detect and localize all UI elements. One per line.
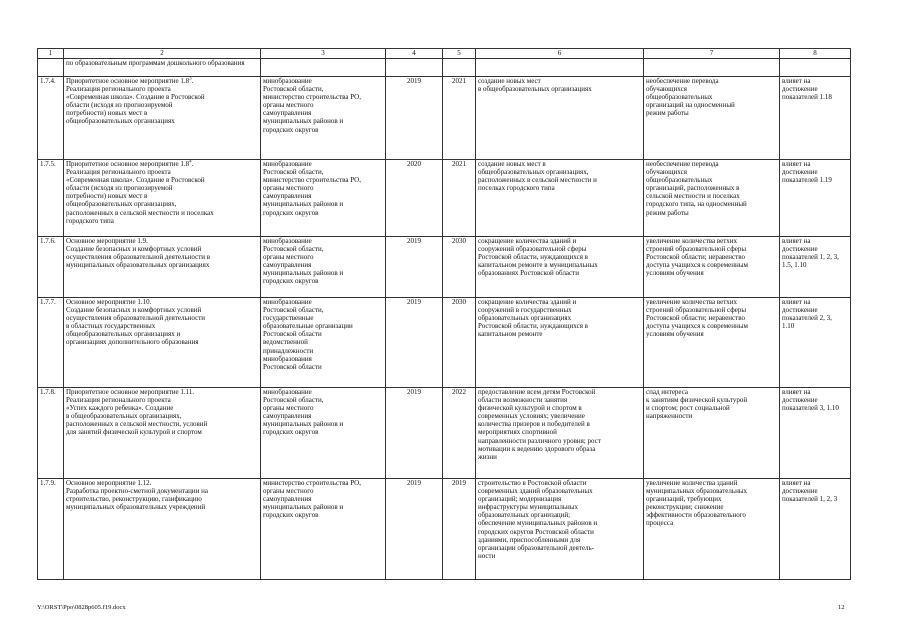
table-row (38, 237, 851, 298)
measure-title-main: Основное мероприятие 1.10. (66, 298, 152, 306)
measure-title-rest: Разработка проектно-сметной документации на строительство, реконструкцию, газификацию муниципальных образовательных учреждений (66, 487, 209, 512)
measure-title-main: Приоритетное основное мероприятие 1.8 (66, 160, 190, 168)
column-header: 1 (38, 49, 64, 59)
expected-result: предоставление всем детям Ростовской области возможности занятия физической культурой и спортом в современных условиях; увеличение количества призеров и победителей в мероприятиях спортивной направленности различного уровня; рост мотивации к ведению здорового образа жизни (476, 388, 644, 479)
column-header: 8 (780, 49, 851, 59)
expected-result: сокращение количества зданий и сооружений образовательной сферы Ростовской области, нуждающихся в капитальном ремонте в муниципальных образованиях Ростовской области (476, 237, 644, 298)
start-year: 2019 (386, 479, 443, 580)
start-year: 2019 (386, 298, 443, 388)
measure-title (64, 298, 261, 388)
row-number: 1.7.7. (38, 298, 64, 388)
indicator-link: влияет на достижение показателей 1.19 (780, 160, 851, 237)
measure-title-main: Приоритетное основное мероприятие 1.11. (66, 388, 195, 396)
column-header: 5 (443, 49, 476, 59)
measure-title-rest: Создание безопасных и комфортных условий осуществления образовательной деятельности в муниципальных образовательных организациях (66, 245, 211, 270)
start-year: 2019 (386, 388, 443, 479)
end-year: 2019 (443, 479, 476, 580)
row-number: 1.7.6. (38, 237, 64, 298)
column-header: 2 (64, 49, 261, 59)
file-path: Y:\ORST\Ppo\0828p605.f19.docx (37, 604, 126, 611)
start-year: 2020 (386, 160, 443, 237)
column-header: 4 (386, 49, 443, 59)
table-row (38, 298, 851, 388)
executor: минобразование Ростовской области, министерство строительства РО, органы местного самоуправления муниципальных районов и городских округов (261, 160, 386, 237)
measure-title-rest: . Реализация регионального проекта «Современная школа». Создание в Ростовской области (исходя из прогнозируемой потребности) новых мест в общеобразовательных организациях (66, 77, 205, 126)
executor: минобразование Ростовской области, органы местного самоуправления муниципальных районов и городских округов (261, 237, 386, 298)
expected-result: сокращение количества зданий и сооружений в государственных образовательных организациях Ростовской области, нуждающихся в капитальном ремонте (476, 298, 644, 388)
start-year: 2019 (386, 237, 443, 298)
non-implementation-consequence: увеличение количества ветхих строений образовательной сферы Ростовской области; неравенство доступа учащихся к современным условиям обучения (644, 237, 780, 298)
expected-result: строительство в Ростовской области современных зданий образовательных организаций; модернизация инфраструктуры муниципальных образовательных организаций; обеспечение муниципальных районов и городских округов Ростовской области зданиями, приспособленными для организации образовательной деятель- ности (476, 479, 644, 580)
row-number: 1.7.8. (38, 388, 64, 479)
measure-title-main: Приоритетное основное мероприятие 1.8 (66, 77, 190, 85)
column-header: 6 (476, 49, 644, 59)
non-implementation-consequence: увеличение количества зданий муниципальных образовательных организаций, требующих реконструкции; снижение эффективности образовательного процесса (644, 479, 780, 580)
measure-title (64, 388, 261, 479)
table-row (38, 160, 851, 237)
measure-title-rest: Реализация регионального проекта «Успех каждого ребенка». Создание в общеобразовательных организациях, расположенных в сельской местности, условий для занятий физической культурой и спортом (66, 396, 208, 437)
executor: минобразование Ростовской области, министерство строительства РО, органы местного самоуправления муниципальных районов и городских округов (261, 77, 386, 160)
indicator-link: влияет на достижение показателей 1, 2, 3, 1.5, 1.10 (780, 237, 851, 298)
table-row (38, 388, 851, 479)
start-year: 2019 (386, 77, 443, 160)
non-implementation-consequence: увеличение количества ветхих строений образовательной сферы Ростовской области; неравенство доступа учащихся к современным условиям обучения (644, 298, 780, 388)
non-implementation-consequence: спад интереса к занятиям физической культурой и спортом; рост социальной напряженности (644, 388, 780, 479)
expected-result: создание новых мест в общеобразовательных организациях (476, 77, 644, 160)
indicator-link: влияет на достижение показателей 1, 2, 3 (780, 479, 851, 580)
indicator-link: влияет на достижение показателей 1.18 (780, 77, 851, 160)
measure-title (64, 77, 261, 160)
measure-title (64, 237, 261, 298)
table-header-row (38, 49, 851, 59)
expected-result: создание новых мест в общеобразовательных организациях, расположенных в сельской местности и поселках городского типа (476, 160, 644, 237)
measure-title-rest: Создание безопасных и комфортных условий осуществления образовательной деятельности в областных государственных общеобразовательных организациях и организациях дополнительного образования (66, 306, 205, 347)
non-implementation-consequence: необеспечение перевода обучающихся общеобразовательных организаций на односменный режим работы (644, 77, 780, 160)
indicator-link: влияет на достижение показателей 2, 3, 1.10 (780, 298, 851, 388)
end-year: 2030 (443, 298, 476, 388)
footnote-mark: 4 (189, 159, 192, 165)
column-header: 3 (261, 49, 386, 59)
table-row (38, 77, 851, 160)
measure-title (64, 479, 261, 580)
end-year: 2021 (443, 160, 476, 237)
end-year: 2021 (443, 77, 476, 160)
measure-title-main: Основное мероприятие 1.9. (66, 237, 148, 245)
program-table (37, 48, 851, 580)
continuation-row (38, 59, 851, 77)
end-year: 2030 (443, 237, 476, 298)
measure-title-rest: . Реализация регионального проекта «Современная школа». Создание в Ростовской области (исходя из прогнозируемой потребности) новых мест в общеобразовательных организациях, расположенных в сельской местности и поселках городского типа (66, 160, 214, 225)
executor: министерство строительства РО, органы местного самоуправления муниципальных районов и городских округов (261, 479, 386, 580)
non-implementation-consequence: необеспечение перевода обучающихся общеобразовательных организаций, расположенных в сельской местности и поселках городского типа, на односменный режим работы (644, 160, 780, 237)
end-year: 2022 (443, 388, 476, 479)
row-number: 1.7.5. (38, 160, 64, 237)
table-row (38, 479, 851, 580)
column-header: 7 (644, 49, 780, 59)
row-number: 1.7.4. (38, 77, 64, 160)
footnote-mark: 3 (189, 76, 192, 82)
executor: минобразование Ростовской области, органы местного самоуправления муниципальных районов и городских округов (261, 388, 386, 479)
row-number: 1.7.9. (38, 479, 64, 580)
continuation-text: по образовательным программам дошкольного образования (64, 59, 261, 77)
page-number: 12 (838, 604, 845, 611)
executor: минобразование Ростовской области, государственные образовательные организации Ростовской области ведомственной принадлежности минобразования Ростовской области (261, 298, 386, 388)
measure-title-main: Основное мероприятие 1.12. (66, 479, 152, 487)
indicator-link: влияет на достижение показателей 3, 1.10 (780, 388, 851, 479)
measure-title (64, 160, 261, 237)
